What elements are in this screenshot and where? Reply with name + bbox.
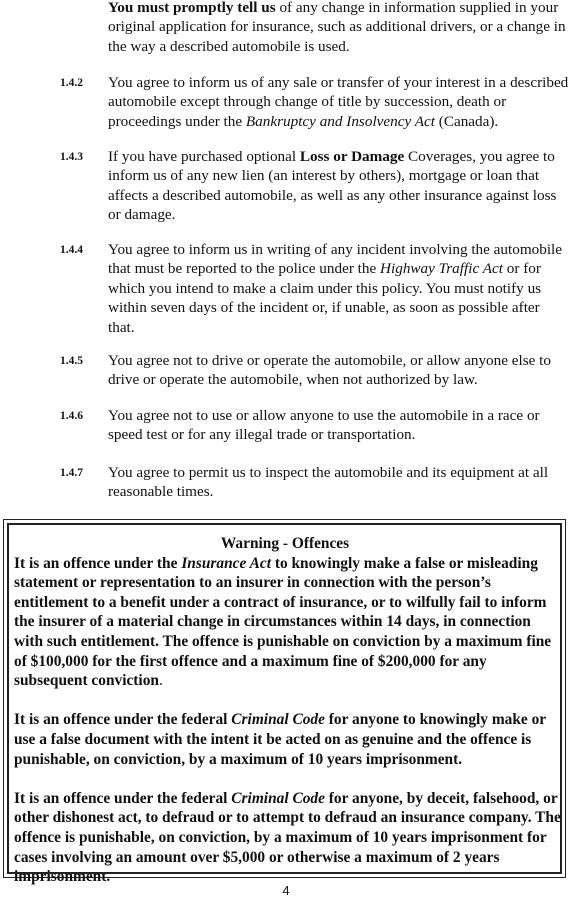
intro-text: of any change in information supplied in your original application for insurance, such as additional drivers, or a change in the way a described automobile is used. — [108, 0, 566, 55]
warning-title: Warning - Offences — [220, 535, 350, 552]
clause-text: You agree to inform us in writing of any incident involving the automobile that must be reported to the police under the Highway Traffic Act or for which you intend to make a claim under this policy. You must notify us within seven days of the incident or, if unable, as soon as possible after that. — [108, 241, 563, 336]
clause-text: You agree not to drive or operate the automobile, or allow anyone else to drive or operate the automobile, when not authorized by law. — [108, 352, 551, 389]
clause-text: If you have purchased optional Loss or Damage Coverages, you agree to inform us of any new lien (an interest by others), mortgage or loan that affects a described automobile, as well as any other insurance against loss or damage. — [108, 148, 557, 224]
clause-number: 1.4.2 — [60, 77, 83, 89]
intro-paragraph — [108, 0, 568, 56]
clause-number: 1.4.6 — [60, 410, 83, 422]
clause-number: 1.4.5 — [60, 355, 83, 367]
clause-text: You agree to permit us to inspect the automobile and its equipment at all reasonable times. — [108, 464, 549, 501]
warning-box — [3, 519, 566, 886]
clause-number: 1.4.7 — [60, 467, 83, 479]
clause-number: 1.4.4 — [60, 244, 83, 256]
warning-content — [14, 534, 562, 887]
clause-text: You agree to inform us of any sale or transfer of your interest in a described automobile except through change of title by succession, death or proceedings under the Bankruptcy and Insolvency Act (Canada). — [108, 74, 569, 130]
clause-text: You agree not to use or allow anyone to use the automobile in a race or speed test or for any illegal trade or transportation. — [108, 407, 540, 444]
intro-bold-lead: You must promptly tell us — [108, 0, 276, 16]
warning-paragraph-insurance-act: It is an offence under the Insurance Act to knowingly make a false or misleading statement or representation to an insurer in connection with the person’s entitlement to a benefit under a contract of insurance, or to wilfully fail to inform the insurer of a material change in circumstances within 14 days, in connection with such entitlement. The offence is punishable on conviction by a maximum fine of $100,000 for the first offence and a maximum fine of $200,000 for any subsequent conviction. — [14, 554, 552, 690]
page-number: 4 — [282, 883, 290, 898]
warning-paragraph-false-document: It is an offence under the federal Criminal Code for anyone to knowingly make or use a false document with the intent it be acted on as genuine and the offence is punishable, on conviction, by a maximum of 10 years imprisonment. — [14, 711, 546, 768]
clause-number: 1.4.3 — [60, 151, 83, 163]
warning-paragraph-fraud: It is an offence under the federal Criminal Code for anyone, by deceit, falsehood, or other dishonest act, to defraud or to attempt to defraud an insurance company. The offence is punishable, on conviction, by a maximum of 10 years imprisonment for cases involving an amount over $5,000 or otherwise a maximum of 2 years imprisonment. — [14, 789, 561, 886]
